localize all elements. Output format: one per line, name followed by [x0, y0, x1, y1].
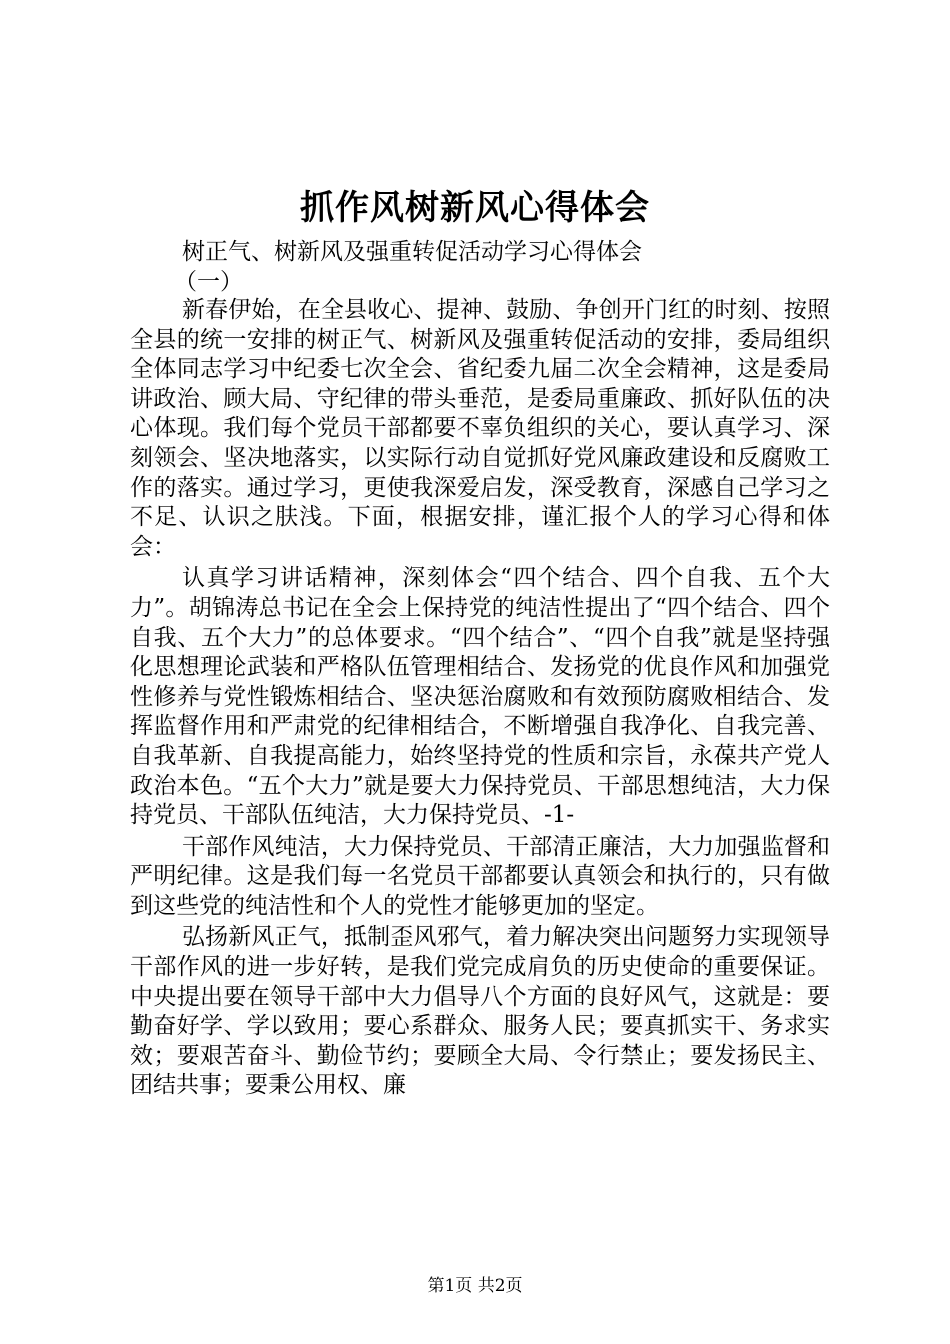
paragraph-3: 干部作风纯洁，大力保持党员、干部清正廉洁，大力加强监督和严明纪律。这是我们每一名党员干部都要认真领会和执行的，只有做到这些党的纯洁性和个人的党性才能够更加的坚定。: [130, 833, 830, 919]
section-number: （一）: [174, 269, 243, 295]
paragraph-1: 新春伊始，在全县收心、提神、鼓励、争创开门红的时刻、按照全县的统一安排的树正气、树新风及强重转促活动的安排，委局组织全体同志学习中纪委七次全会、省纪委九届二次全会精神，这是委局讲政治、顾大局、守纪律的带头垂范，是委局重廉政、抓好队伍的决心体现。我们每个党员干部都要不辜负组织的关心，要认真学习、深刻领会、坚决地落实，以实际行动自觉抓好党风廉政建设和反腐败工作的落实。通过学习，更使我深爱启发，深受教育，深感自己学习之不足、认识之肤浅。下面，根据安排，谨汇报个人的学习心得和体会：: [130, 297, 830, 560]
paragraph-4: 弘扬新风正气，抵制歪风邪气，着力解决突出问题努力实现领导干部作风的进一步好转，是我们党完成肩负的历史使命的重要保证。中央提出要在领导干部中大力倡导八个方面的良好风气，这就是：要勤奋好学、学以致用；要心系群众、服务人民；要真抓实干、务求实效；要艰苦奋斗、勤俭节约；要顾全大局、令行禁止；要发扬民主、团结共事；要秉公用权、廉: [130, 924, 830, 1099]
body-text: [130, 296, 830, 1103]
document-subtitle: 树正气、树新风及强重转促活动学习心得体会: [182, 239, 642, 265]
page-title: 抓作风树新风心得体会: [300, 188, 650, 228]
paragraph-2: 认真学习讲话精神，深刻体会“四个结合、四个自我、五个大力”。胡锦涛总书记在全会上保持党的纯洁性提出了“四个结合、四个自我、五个大力”的总体要求。“四个结合”、“四个自我”就是坚持强化思想理论武装和严格队伍管理相结合、发扬党的优良作风和加强党性修养与党性锻炼相结合、坚决惩治腐败和有效预防腐败相结合、发挥监督作用和严肃党的纪律相结合，不断增强自我净化、自我完善、自我革新、自我提高能力，始终坚持党的性质和宗旨，永葆共产党人政治本色。“五个大力”就是要大力保持党员、干部思想纯洁，大力保持党员、干部队伍纯洁，大力保持党员、-1-: [130, 565, 830, 829]
page-footer: 第1页 共2页: [427, 1276, 523, 1296]
